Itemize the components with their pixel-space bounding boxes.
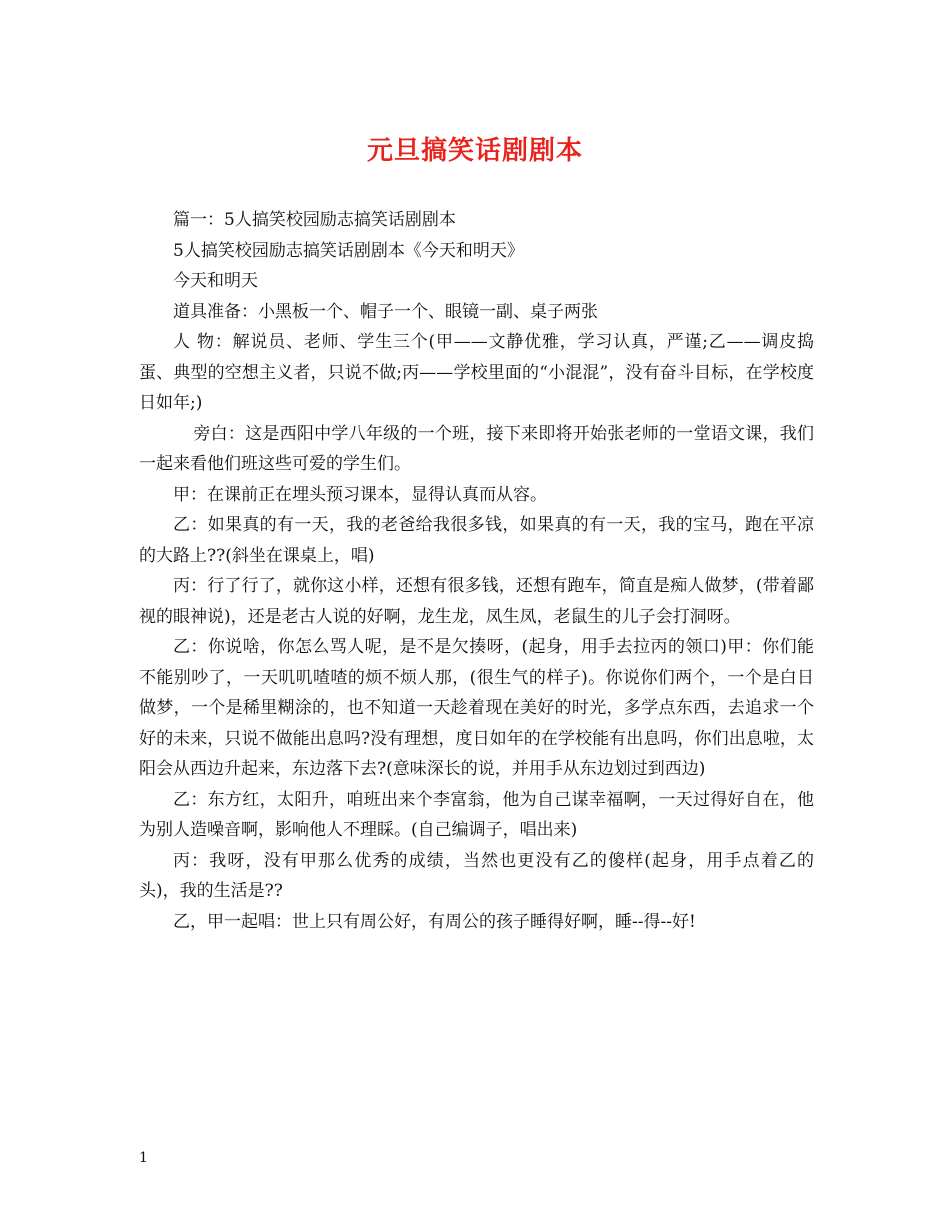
page-number: 1 <box>139 1150 148 1166</box>
paragraph-narration: 旁白：这是西阳中学八年级的一个班，接下来即将开始张老师的一堂语文课，我们一起来看他们班这些可爱的学生们。 <box>139 423 814 474</box>
paragraph-dialogue: 乙：东方红，太阳升，咱班出来个李富翁，他为自己谋幸福啊，一天过得好自在，他为别人造噪音啊，影响他人不理睬。(自己编调子，唱出来) <box>139 789 814 840</box>
paragraph-subtitle: 今天和明天 <box>173 271 258 291</box>
paragraph-characters: 人 物：解说员、老师、学生三个(甲——文静优雅，学习认真，严谨;乙——调皮捣蛋、典型的空想主义者，只说不做;丙——学校里面的“小混混”，没有奋斗目标，在学校度日如年;) <box>139 332 814 413</box>
document-title: 元旦搞笑话剧剧本 <box>366 136 583 166</box>
paragraph-dialogue: 甲：在课前正在埋头预习课本，显得认真而从容。 <box>173 484 547 505</box>
paragraph-section-heading: 篇一：5人搞笑校园励志搞笑话剧剧本 <box>173 210 456 230</box>
paragraph-dialogue: 丙：行了行了，就你这小样，还想有很多钱，还想有跑车，简直是痴人做梦，(带着鄙视的眼神说)，还是老古人说的好啊，龙生龙，凤生凤，老鼠生的儿子会打洞呀。 <box>139 576 814 627</box>
paragraph-dialogue: 乙：如果真的有一天，我的老爸给我很多钱，如果真的有一天，我的宝马，跑在平凉的大路上??(斜坐在课桌上，唱) <box>139 515 814 566</box>
paragraph-script-title: 5人搞笑校园励志搞笑话剧剧本《今天和明天》 <box>173 240 524 261</box>
paragraph-dialogue: 乙，甲一起唱：世上只有周公好，有周公的孩子睡得好啊，睡--得--好! <box>173 911 696 932</box>
paragraph-dialogue: 乙：你说啥，你怎么骂人呢，是不是欠揍呀，(起身，用手去拉丙的领口)甲：你们能不能别吵了，一天叽叽喳喳的烦不烦人那，(很生气的样子)。你说你们两个，一个是白日做梦，一个是稀里糊涂的，也不知道一天趁着现在美好的时光，多学点东西，去追求一个好的未来，只说不做能出息吗?没有理想，度日如年的在学校能有出息吗，你们出息啦，太阳会从西边升起来，东边落下去?(意味深长的说，并用手从东边划过到西边) <box>139 637 814 779</box>
paragraph-dialogue: 丙：我呀，没有甲那么优秀的成绩，当然也更没有乙的傻样(起身，用手点着乙的头)，我的生活是?? <box>139 850 814 901</box>
paragraph-props: 道具准备：小黑板一个、帽子一个、眼镜一副、桌子两张 <box>173 301 598 322</box>
document-body <box>139 205 814 937</box>
